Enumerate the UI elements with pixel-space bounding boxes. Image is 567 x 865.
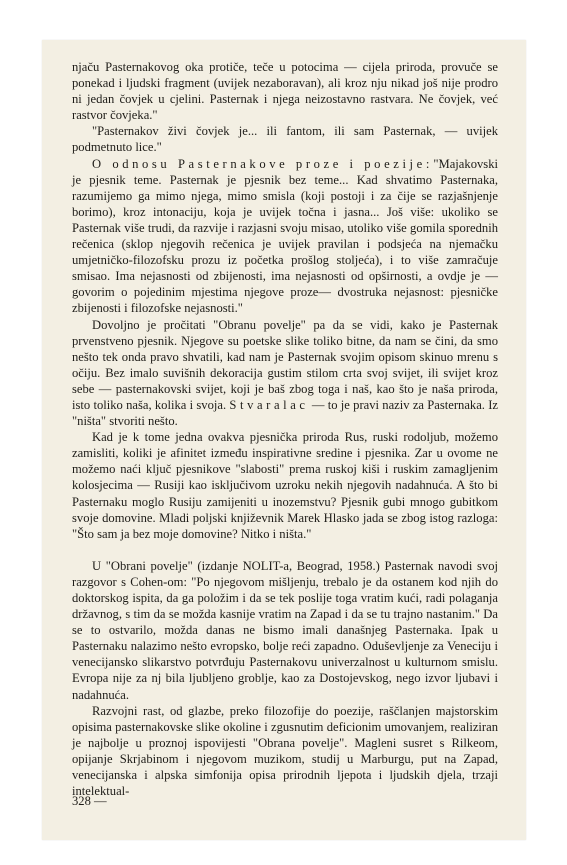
paragraph-text: Dovoljno je pročitati "Obranu povelje" pa da se vidi, kako je Pasternak prvenstveno pjesnik. Njegove su poetske slike toliko bitne, da nam se čini, da smo nešto tek onda pravo shvatili, kad nam je Pasternak svojim opisom skinuo mrenu s očiju. Bez imalo suvišnih dekoracija gustim stilom crta svoj svijet, ili svijet kroz sebe — pasternakovski svijet, koji je baš zbog toga i naš, kao što je naša priroda, isto toliko naša, kolika i svoja. — [72, 317, 498, 412]
paragraph-continuation: njaču Pasternakovog oka protiče, teče u potocima — cijela priroda, provuče se ponekad i ljudski fragment (uvijek nezaboravan), ali kroz nju nikad još nije prodro ni jedan čovjek u cjelini. Pasternak i njega neizostavno rastvara. Ne čovjek, već rastvor čovjeka." — [72, 60, 498, 123]
page-text-column — [72, 59, 498, 799]
page-number: 328 — — [72, 794, 107, 808]
paragraph-text: : "Majakovski je pjesnik teme. Pasternak je pjesnik bez teme... Kad shvatimo Pasternaka, razumijemo ga mimo njega, mimo smisla (koji postoji i za čije se razjašnjenje borimo), kroz intonaciju, koja je uvijek točna i jasna... Još više: ukoliko se Pasternak više trudi, da razvije i razjasni svoju misao, utoliko više gomila sporednih rečenica (sklop njegovih rečenica je uvijek pravilan i podsjeća na njemačku umjetničko-filozofsku prozu iz početka prošlog stoljeća), i to više zamračuje smisao. Ima nejasnosti od zbijenosti, ima nejasnosti od opširnosti, a ovdje je —govorim o pojedinim mjestima njegove proze— dvostruka nejasnost: pjesničke zbijenosti i filozofske nejasnosti." — [72, 156, 498, 316]
paragraph-obrana-povelje — [72, 317, 498, 430]
paragraph-cohen: U "Obrani povelje" (izdanje NOLIT-a, Beograd, 1958.) Pasternak navodi svoj razgovor s Cohen-om: "Po njegovom mišljenju, trebalo je da ostanem kod njih do doktorskog ispita, da ga položim i da se tek poslije toga vratim kući, radi polaganja državnog, s tim da se možda kasnije vratim na Zapad i da se tu trajno nastanim." Da se to ostvarilo, možda danas ne bismo imali današnjeg Pasternaka. Ipak u Pasternaku nalazimo nešto evropsko, bolje reći zapadno. Oduševljenje za Veneciju i venecijansko slikarstvo potvrđuju Pasternakovu univerzalnost u kulturnom smislu. Evropa nije za nj bila ljubljeno groblje, kao za Dostojevskog, nego izvor ljubavi i nadahnuća. — [72, 558, 498, 702]
paragraph-russia: Kad je k tome jedna ovakva pjesnička priroda Rus, ruski rodoljub, možemo zamisliti, koliki je afinitet između inspirativne sredine i pjesnika. Zar u ovome ne možemo naći ključ pjesnikove "slabosti" prema ruskoj kiši i ruskim zamagljenim kolosjecima — Rusiji kao isključivom uzroku nekih njegovih nadahnuća. A što bi Pasternaku moglo Rusiju zamijeniti u inozemstvu? Pjesnik gubi mnogo gubitkom svoje domovine. Mladi poljski književnik Marek Hlasko jada se zbog istog razloga: "Što sam ja bez moje domovine? Nitko i ništa." — [72, 430, 498, 541]
book-page — [42, 40, 526, 840]
spaced-heading-text: O odnosu Pasternakove proze i poezije — [92, 156, 426, 171]
paragraph-quote: "Pasternakov živi čovjek je... ili fantom, ili sam Pasternak, — uvijek podmetnuto lice." — [72, 124, 498, 155]
paragraph-prose-poetry — [72, 156, 498, 317]
paragraph-text: — to je pravi naziv za Pasternaka. Iz "ništa" stvoriti nešto. — [72, 397, 498, 429]
paragraph-development: Razvojni rast, od glazbe, preko filozofije do poezije, raščlanjen majstorskim opisima pasternakovske slike okoline i zgusnutim deficionim umovanjem, realiziran je najbolje u proznoj ispovijesti "Obrana povelje". Magleni susret s Rilkeom, opijanje Skrjabinom i njegovom muzikom, studij u Marburgu, put na Zapad, venecijanska i alpska simfonija opisa prirodnih ljepota i ljudskih djela, trzaji intelektual- — [72, 703, 498, 799]
spaced-emphasis-text: Stvaralac — [229, 397, 309, 412]
